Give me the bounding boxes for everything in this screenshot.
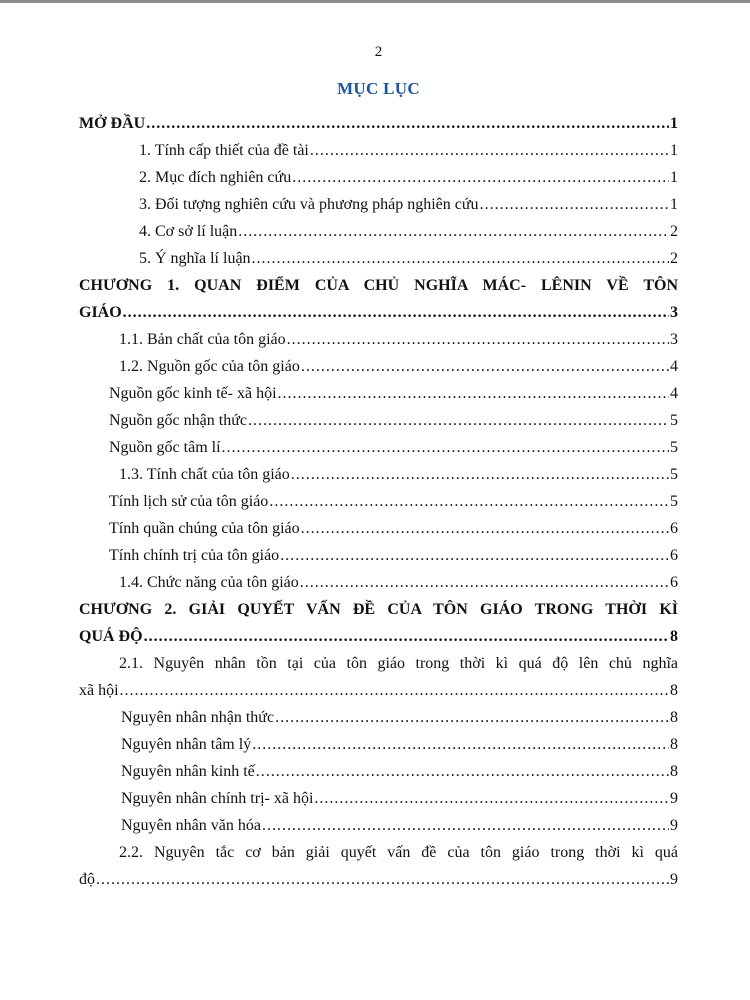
toc-page-ref: 9	[670, 790, 678, 807]
toc-entry-line	[79, 758, 678, 785]
toc-page-ref: 1	[670, 142, 678, 159]
toc-page-ref: 4	[670, 358, 678, 375]
toc-page-ref: 8	[670, 736, 678, 753]
toc-page-ref: 8	[670, 763, 678, 780]
page-number: 2	[374, 44, 383, 60]
dot-leader	[248, 407, 669, 434]
toc-entry-text: Nguồn gốc tâm lí	[109, 439, 221, 456]
toc-entry-line	[79, 272, 678, 299]
toc-entry-text: Nguyên nhân văn hóa	[121, 817, 261, 834]
toc-page-ref: 6	[670, 547, 678, 564]
page-top-edge	[0, 0, 750, 3]
toc-entry-line	[79, 461, 678, 488]
toc-entry-line	[79, 191, 678, 218]
dot-leader	[301, 353, 669, 380]
toc-title: MỤC LỤC	[337, 79, 420, 98]
dot-leader	[275, 704, 669, 731]
dot-leader	[310, 137, 669, 164]
toc-entry-line	[79, 110, 678, 137]
toc-page-ref: 2	[670, 223, 678, 240]
toc-entry-line	[79, 623, 678, 650]
dot-leader	[278, 380, 669, 407]
toc-entry-line	[79, 650, 678, 677]
toc-page-ref: 8	[670, 628, 678, 645]
dot-leader	[301, 515, 669, 542]
toc-entry-line	[79, 542, 678, 569]
toc-entry-text: Tính chính trị của tôn giáo	[109, 547, 280, 564]
toc-entry-text: 2.1. Nguyên nhân tồn tại của tôn giáo trong thời kì quá độ lên chủ nghĩa	[119, 655, 678, 672]
toc-entry-text: Nguyên nhân chính trị- xã hội	[121, 790, 314, 807]
toc-entry-text: 1.3. Tính chất của tôn giáo	[119, 466, 290, 483]
toc-page-ref: 1	[670, 196, 678, 213]
toc-entry-text: độ	[79, 871, 95, 888]
dot-leader	[120, 677, 669, 704]
dot-leader	[291, 461, 669, 488]
toc-entry-line	[79, 137, 678, 164]
dot-leader	[300, 569, 669, 596]
toc-entry-line	[79, 839, 678, 866]
toc-entry-text: 1.4. Chức năng của tôn giáo	[119, 574, 299, 591]
toc-page-ref: 8	[670, 709, 678, 726]
dot-leader	[144, 623, 669, 650]
dot-leader	[238, 218, 669, 245]
dot-leader	[222, 434, 669, 461]
table-of-contents	[79, 110, 678, 893]
toc-entry-text: xã hội	[79, 682, 119, 699]
toc-entry-text: 4. Cơ sở lí luận	[139, 223, 238, 240]
toc-entry-text: Nguyên nhân tâm lý	[121, 736, 252, 753]
toc-page-ref: 9	[670, 817, 678, 834]
toc-entry-text: CHƯƠNG 2. GIẢI QUYẾT VẤN ĐỀ CỦA TÔN GIÁO TRONG THỜI KÌ	[79, 601, 678, 618]
toc-page-ref: 3	[670, 304, 678, 321]
dot-leader	[123, 299, 669, 326]
toc-entry-text: 1.2. Nguồn gốc của tôn giáo	[119, 358, 300, 375]
toc-entry-line	[79, 731, 678, 758]
toc-entry-text: 1. Tính cấp thiết của đề tài	[139, 142, 309, 159]
toc-entry-line	[79, 299, 678, 326]
toc-page-ref: 5	[670, 412, 678, 429]
toc-entry-line	[79, 326, 678, 353]
toc-page-ref: 5	[670, 493, 678, 510]
dot-leader	[280, 542, 669, 569]
dot-leader	[146, 110, 669, 137]
toc-entry-line	[79, 407, 678, 434]
dot-leader	[292, 164, 669, 191]
dot-leader	[287, 326, 669, 353]
toc-page-ref: 4	[670, 385, 678, 402]
toc-entry-line	[79, 245, 678, 272]
dot-leader	[252, 731, 669, 758]
toc-entry-line	[79, 380, 678, 407]
toc-entry-line	[79, 596, 678, 623]
toc-entry-line	[79, 704, 678, 731]
toc-page-ref: 8	[670, 682, 678, 699]
toc-page-ref: 6	[670, 520, 678, 537]
toc-entry-line	[79, 569, 678, 596]
toc-entry-text: CHƯƠNG 1. QUAN ĐIỂM CỦA CHỦ NGHĨA MÁC- LÊNIN VỀ TÔN	[79, 277, 678, 294]
toc-entry-text: 2.2. Nguyên tắc cơ bản giải quyết vấn đề của tôn giáo trong thời kì quá	[119, 844, 678, 861]
dot-leader	[314, 785, 669, 812]
toc-page-ref: 1	[670, 169, 678, 186]
toc-page-ref: 3	[670, 331, 678, 348]
toc-entry-line	[79, 353, 678, 380]
dot-leader	[269, 488, 669, 515]
toc-page-ref: 5	[670, 466, 678, 483]
toc-entry-text: 3. Đối tượng nghiên cứu và phương pháp nghiên cứu	[139, 196, 479, 213]
toc-entry-line	[79, 785, 678, 812]
toc-entry-line	[79, 677, 678, 704]
toc-entry-text: QUÁ ĐỘ	[79, 628, 143, 645]
toc-entry-text: 5. Ý nghĩa lí luận	[139, 250, 251, 267]
toc-page-ref: 2	[670, 250, 678, 267]
toc-entry-text: Nguồn gốc kinh tế- xã hội	[109, 385, 277, 402]
dot-leader	[262, 812, 669, 839]
toc-entry-line	[79, 488, 678, 515]
dot-leader	[256, 758, 669, 785]
toc-page-ref: 6	[670, 574, 678, 591]
toc-entry-text: Nguyên nhân kinh tế	[121, 763, 255, 780]
toc-page-ref: 5	[670, 439, 678, 456]
dot-leader	[96, 866, 669, 893]
toc-entry-line	[79, 515, 678, 542]
toc-entry-line	[79, 164, 678, 191]
toc-entry-text: Nguyên nhân nhận thức	[121, 709, 275, 726]
toc-entry-line	[79, 434, 678, 461]
toc-entry-line	[79, 812, 678, 839]
dot-leader	[480, 191, 669, 218]
dot-leader	[252, 245, 669, 272]
toc-entry-text: Tính lịch sử của tôn giáo	[109, 493, 269, 510]
toc-entry-text: MỞ ĐẦU	[79, 115, 146, 132]
toc-page-ref: 1	[670, 115, 678, 132]
toc-entry-text: Tính quần chúng của tôn giáo	[109, 520, 300, 537]
toc-page-ref: 9	[670, 871, 678, 888]
toc-entry-text: Nguồn gốc nhận thức	[109, 412, 247, 429]
toc-entry-text: GIÁO	[79, 304, 122, 321]
toc-entry-text: 2. Mục đích nghiên cứu	[139, 169, 292, 186]
toc-entry-line	[79, 218, 678, 245]
toc-entry-text: 1.1. Bản chất của tôn giáo	[119, 331, 286, 348]
toc-entry-line	[79, 866, 678, 893]
